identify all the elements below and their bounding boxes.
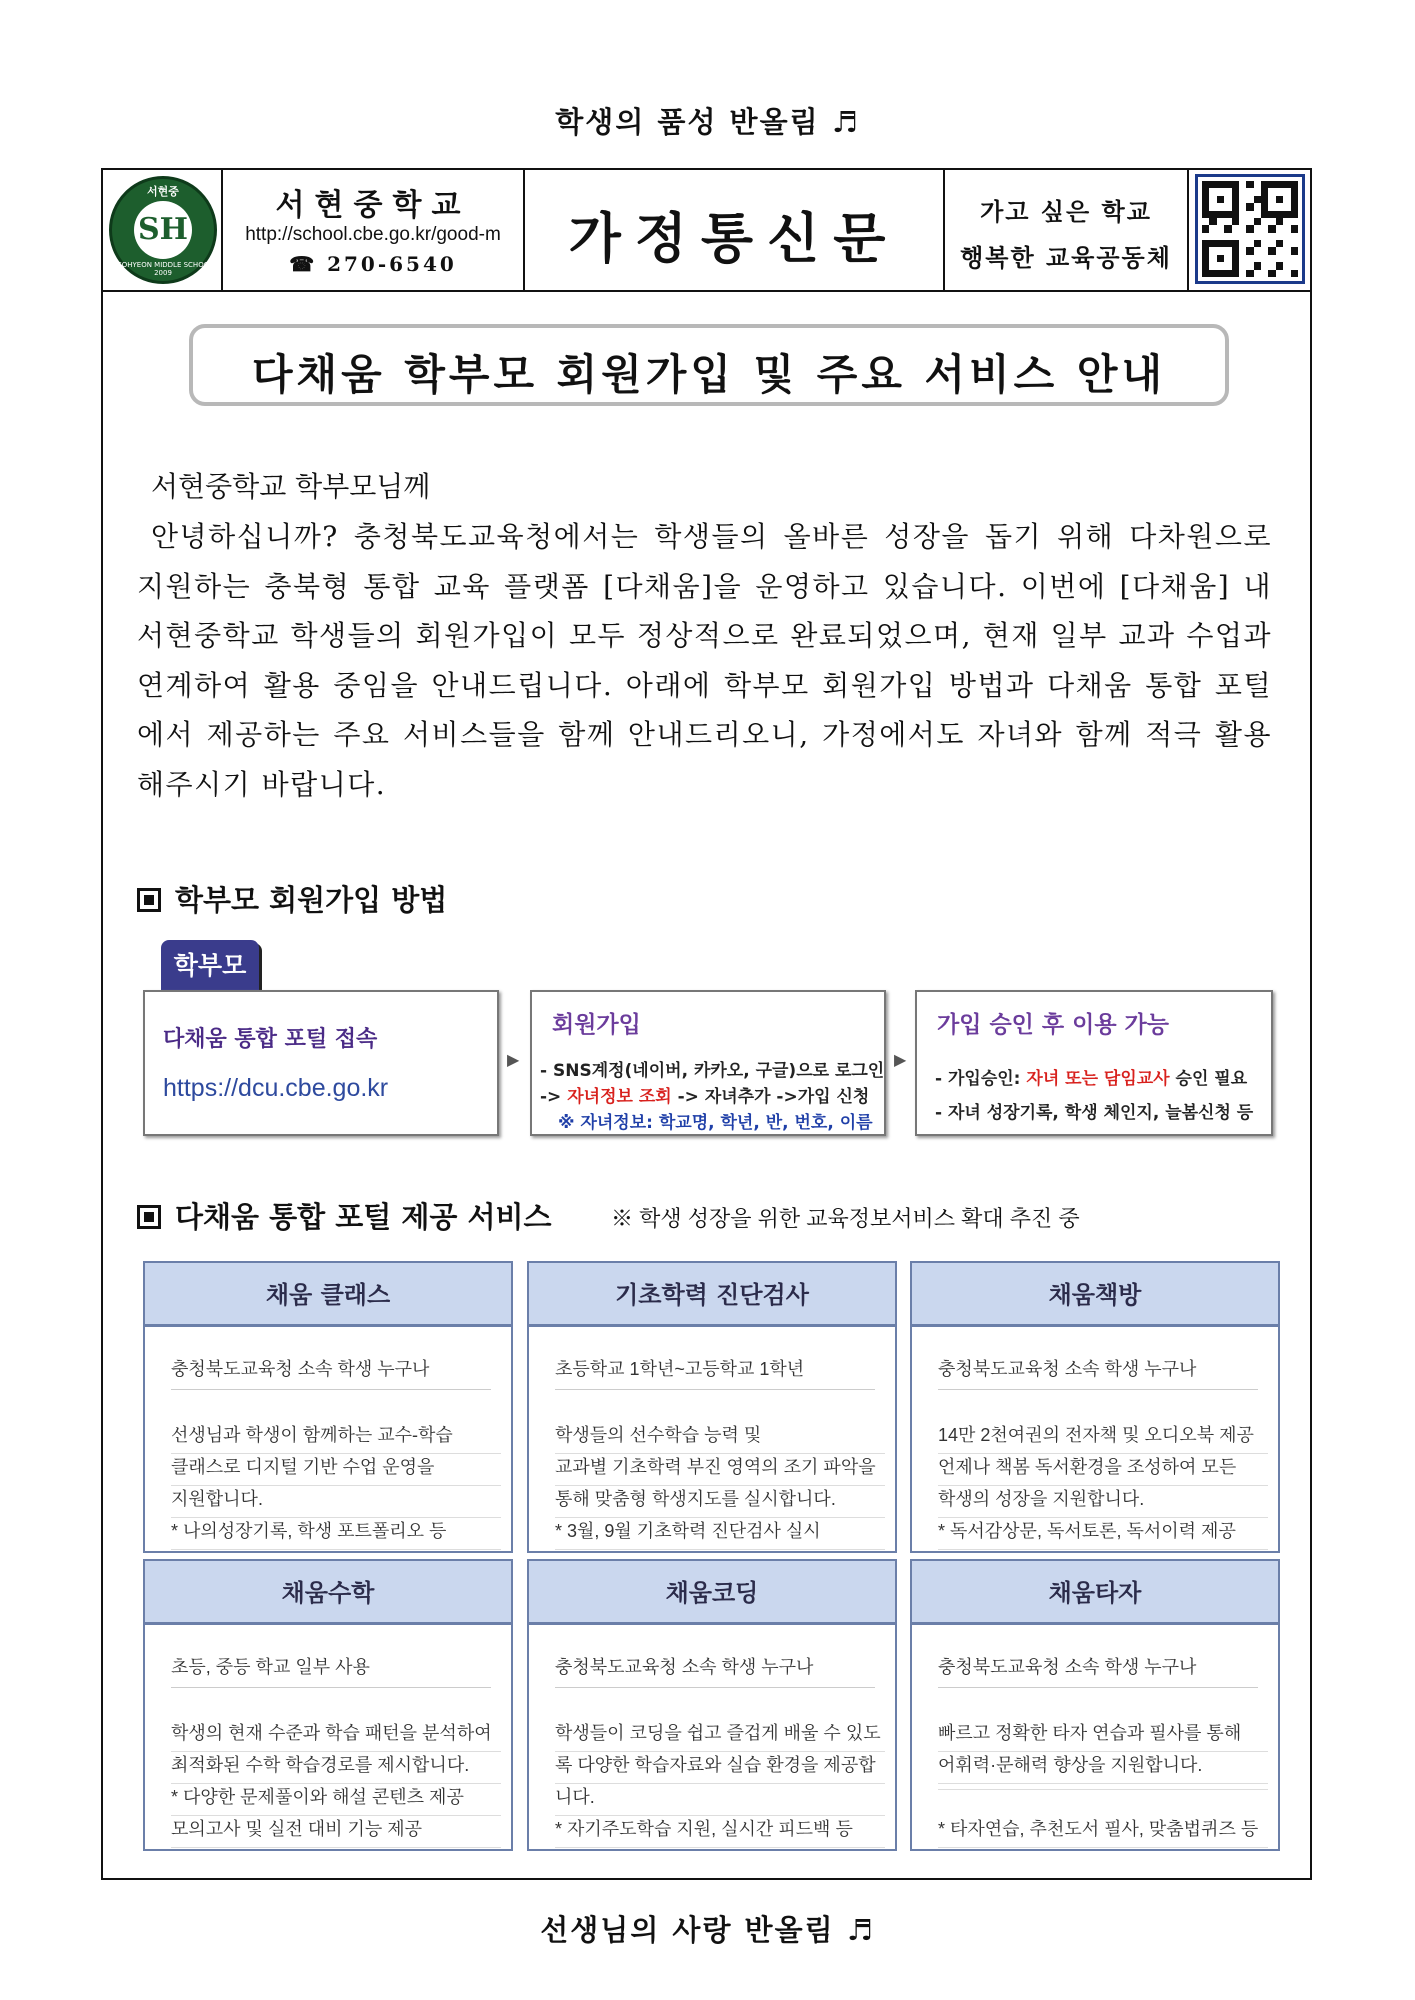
service-card-line: * 3월, 9월 기초학력 진단검사 실시 [555,1517,885,1550]
qr-module [1268,247,1275,254]
step2-line2-prefix: -> [540,1087,562,1107]
top-motto: 학생의 품성 반올림 ♬ [555,105,860,139]
services-section-heading [137,1195,552,1236]
qr-module [1217,233,1224,240]
service-card-line: * 독서감상문, 독서토론, 독서이력 제공 [938,1517,1268,1550]
qr-module [1202,240,1209,247]
step3-line1-suffix: 승인 필요 [1175,1069,1248,1089]
qr-module [1276,181,1283,188]
qr-module [1283,181,1290,188]
service-card-title: 채움책방 [912,1263,1278,1327]
qr-module [1261,247,1268,254]
qr-module [1291,181,1298,188]
qr-module [1291,196,1298,203]
logo-mark: SH [134,201,192,259]
service-card-line: 교과별 기초학력 부진 영역의 조기 파악을 [555,1453,885,1486]
qr-module [1291,240,1298,247]
qr-module [1224,262,1231,269]
qr-module [1232,181,1239,188]
service-card [143,1261,513,1553]
service-card-target: 충청북도교육청 소속 학생 누구나 [555,1653,875,1688]
letterhead [103,170,1310,292]
service-card [143,1559,513,1851]
qr-module [1224,255,1231,262]
step3-line-1 [935,1064,1247,1089]
qr-module [1232,247,1239,254]
service-card-line: 최적화된 수학 학습경로를 제시합니다. [171,1751,501,1784]
qr-module [1276,211,1283,218]
qr-module [1217,181,1224,188]
qr-module [1232,225,1239,232]
qr-module [1291,211,1298,218]
services-note: ※ 학생 성장을 위한 교육정보서비스 확대 추진 중 [611,1206,1080,1231]
service-card-target: 초등학교 1학년~고등학교 1학년 [555,1355,875,1390]
qr-module [1209,247,1216,254]
qr-module [1209,188,1216,195]
school-info [223,170,525,290]
qr-module [1291,203,1298,210]
school-name: 서현중학교 [275,188,471,223]
qr-module [1268,255,1275,262]
qr-module [1202,270,1209,277]
qr-pattern [1202,181,1298,277]
qr-module [1239,211,1246,218]
step3-line-2: - 자녀 성장기록, 학생 체인지, 늘봄신청 등 [935,1103,1254,1123]
qr-module [1254,188,1261,195]
service-card-line: 모의고사 및 실전 대비 기능 제공 [171,1815,501,1848]
step-portal-access [143,990,499,1136]
qr-module [1217,203,1224,210]
qr-module [1291,225,1298,232]
portal-url-link[interactable]: https://dcu.cbe.go.kr [163,1074,389,1102]
service-card-line: * 타자연습, 추천도서 필사, 맞춤법퀴즈 등 [938,1815,1268,1848]
qr-module [1254,240,1261,247]
qr-module [1232,211,1239,218]
step2-note: ※ 자녀정보: 학교명, 학년, 반, 번호, 이름 [558,1113,873,1133]
qr-module [1254,270,1261,277]
qr-module [1261,225,1268,232]
signup-section-heading [137,878,447,919]
qr-module [1209,262,1216,269]
qr-module [1283,247,1290,254]
square-bullet-icon [137,888,161,912]
qr-module [1232,270,1239,277]
qr-module [1239,233,1246,240]
qr-module [1202,262,1209,269]
qr-module [1209,196,1216,203]
qr-module [1224,270,1231,277]
qr-module [1239,262,1246,269]
qr-module [1239,181,1246,188]
qr-module [1268,203,1275,210]
service-card-line: 록 다양한 학습자료와 실습 환경을 제공합 [555,1751,885,1784]
service-card [527,1559,897,1851]
square-bullet-icon [137,1205,161,1229]
service-card-title: 채움 클래스 [145,1263,511,1327]
qr-module [1254,196,1261,203]
doc-title-cell [525,170,945,290]
qr-module [1283,218,1290,225]
qr-module [1291,233,1298,240]
qr-module [1268,188,1275,195]
qr-module [1268,211,1275,218]
service-card-line: 어휘력·문해력 향상을 지원합니다. [938,1751,1268,1784]
qr-module [1261,211,1268,218]
qr-module [1246,255,1253,262]
school-url[interactable]: http://school.cbe.go.kr/good-m [245,224,501,245]
qr-module [1202,247,1209,254]
qr-module [1268,196,1275,203]
qr-module [1224,188,1231,195]
signup-heading-text: 학부모 회원가입 방법 [175,883,448,917]
qr-module [1232,218,1239,225]
service-card-line: 니다. [555,1783,885,1816]
qr-module [1224,203,1231,210]
slogan-line-2: 행복한 교육공동체 [960,243,1172,272]
qr-module [1283,196,1290,203]
qr-module [1261,181,1268,188]
qr-module [1254,211,1261,218]
school-logo [109,176,217,284]
service-card [910,1261,1280,1553]
qr-module [1268,233,1275,240]
qr-module [1246,218,1253,225]
qr-module [1283,203,1290,210]
qr-module [1276,255,1283,262]
step-signup [530,990,886,1136]
qr-module [1209,240,1216,247]
qr-module [1232,262,1239,269]
step2-line2-suffix: -> 자녀추가 ->가입 신청 [677,1087,870,1107]
qr-module [1217,218,1224,225]
qr-module [1261,262,1268,269]
services-heading-text: 다채움 통합 포털 제공 서비스 [175,1200,552,1234]
child-info-lookup: 자녀정보 조회 [567,1087,672,1107]
qr-module [1202,181,1209,188]
qr-module [1246,240,1253,247]
qr-module [1232,196,1239,203]
qr-module [1276,247,1283,254]
qr-module [1239,196,1246,203]
qr-module [1217,196,1224,203]
qr-module [1283,262,1290,269]
qr-module [1209,181,1216,188]
qr-code[interactable] [1195,174,1305,284]
service-card-line: 통해 맞춤형 학생지도를 실시합니다. [555,1485,885,1518]
service-card-line: * 다양한 문제풀이와 해설 콘텐츠 제공 [171,1783,501,1816]
service-card-target: 충청북도교육청 소속 학생 누구나 [938,1355,1258,1390]
service-card-line: 선생님과 학생이 함께하는 교수-학습 [171,1421,501,1454]
qr-module [1276,188,1283,195]
service-card-line: 지원합니다. [171,1485,501,1518]
qr-module [1246,211,1253,218]
qr-module [1217,240,1224,247]
service-card-line: * 자기주도학습 지원, 실시간 피드백 등 [555,1815,885,1848]
qr-module [1254,247,1261,254]
qr-module [1268,240,1275,247]
bottom-motto: 선생님의 사랑 반올림 ♬ [540,1913,875,1947]
qr-module [1232,203,1239,210]
main-title-box [189,324,1229,406]
qr-module [1254,255,1261,262]
qr-module [1283,255,1290,262]
qr-module [1283,188,1290,195]
qr-module [1217,255,1224,262]
service-card-line: 클래스로 디지털 기반 수업 운영을 [171,1453,501,1486]
qr-module [1291,188,1298,195]
qr-module [1209,211,1216,218]
qr-module [1246,262,1253,269]
qr-module [1239,218,1246,225]
slogan-line-1: 가고 싶은 학교 [980,197,1152,226]
qr-module [1283,240,1290,247]
logo-ring-text: SEOHYEON MIDDLE SCHOOL 2009 [112,261,214,277]
qr-module [1239,240,1246,247]
qr-module [1202,225,1209,232]
service-card [910,1559,1280,1851]
qr-module [1224,247,1231,254]
qr-module [1239,255,1246,262]
qr-module [1239,203,1246,210]
qr-module [1268,270,1275,277]
service-card-target: 초등, 중등 학교 일부 사용 [171,1653,491,1688]
qr-module [1276,196,1283,203]
qr-module [1246,188,1253,195]
qr-module [1254,225,1261,232]
school-phone: ☎ 270-6540 [289,252,457,276]
qr-module [1217,262,1224,269]
qr-module [1246,203,1253,210]
qr-module [1217,247,1224,254]
service-card-target: 충청북도교육청 소속 학생 누구나 [938,1653,1258,1688]
logo-cell [103,170,223,290]
service-card-line: 14만 2천여권의 전자책 및 오디오북 제공 [938,1421,1268,1454]
qr-module [1276,262,1283,269]
qr-module [1261,255,1268,262]
qr-module [1261,188,1268,195]
step-approval [915,990,1273,1136]
qr-module [1232,233,1239,240]
service-card-line: 학생들의 선수학습 능력 및 [555,1421,885,1454]
doc-title: 가정통신문 [568,207,900,270]
qr-module [1224,240,1231,247]
qr-module [1268,181,1275,188]
qr-module [1209,233,1216,240]
service-card-line: 학생의 성장을 지원합니다. [938,1485,1268,1518]
qr-module [1202,196,1209,203]
qr-module [1261,233,1268,240]
parent-tab: 학부모 [161,940,259,992]
qr-module [1276,225,1283,232]
main-title: 다채움 학부모 회원가입 및 주요 서비스 안내 [251,350,1167,399]
qr-module [1283,211,1290,218]
qr-module [1224,211,1231,218]
qr-module [1209,203,1216,210]
service-card-line: 학생들이 코딩을 쉽고 즐겁게 배울 수 있도 [555,1719,885,1752]
qr-module [1202,203,1209,210]
qr-module [1224,181,1231,188]
qr-module [1246,225,1253,232]
qr-module [1276,218,1283,225]
qr-module [1261,196,1268,203]
qr-module [1261,240,1268,247]
service-card-title: 채움코딩 [529,1561,895,1625]
qr-module [1239,225,1246,232]
qr-module [1224,218,1231,225]
qr-module [1217,270,1224,277]
approver-highlight: 자녀 또는 담임교사 [1026,1069,1170,1089]
qr-module [1232,255,1239,262]
step3-line1-prefix: - 가입승인: [935,1069,1021,1089]
qr-module [1268,218,1275,225]
logo-text: 서현중 [147,185,179,198]
newsletter-frame [101,168,1312,1880]
qr-module [1291,262,1298,269]
qr-module [1246,233,1253,240]
qr-module [1254,233,1261,240]
step2-line-2 [540,1082,869,1107]
qr-module [1239,270,1246,277]
qr-module [1254,262,1261,269]
qr-module [1246,181,1253,188]
service-card-target: 충청북도교육청 소속 학생 누구나 [171,1355,491,1390]
qr-module [1209,218,1216,225]
qr-module [1246,270,1253,277]
qr-module [1261,203,1268,210]
service-card-title: 기초학력 진단검사 [529,1263,895,1327]
body-paragraph: 안녕하십니까? 충청북도교육청에서는 학생들의 올바른 성장을 돕기 위해 다차원으로 지원하는 충북형 통합 교육 플랫폼 [다채움]을 운영하고 있습니다. 이번에 [다채움] 내 서현중학교 학생들의 회원가입이 모두 정상적으로 완료되었으며, 현재 일부 교과 수업과 연계하여 활용 중임을 안내드립니다. 아래에 학부모 회원가입 방법과 다채움 통합 포털에서 제공하는 주요 서비스들을 함께 안내드리오니, 가정에서도 자녀와 함께 적극 활용해주시기 바랍니다. [137,520,1272,801]
qr-module [1291,255,1298,262]
qr-module [1246,247,1253,254]
qr-module [1209,225,1216,232]
qr-module [1209,270,1216,277]
qr-module [1202,255,1209,262]
qr-module [1291,270,1298,277]
step1-title: 다채움 통합 포털 접속 [163,1027,378,1052]
qr-module [1283,270,1290,277]
slogan-cell [945,170,1189,290]
qr-module [1261,270,1268,277]
qr-module [1202,218,1209,225]
qr-module [1268,262,1275,269]
service-card-line: * 나의성장기록, 학생 포트폴리오 등 [171,1517,501,1550]
qr-module [1283,233,1290,240]
qr-module [1217,211,1224,218]
qr-module [1224,196,1231,203]
qr-module [1291,247,1298,254]
arrow-right-icon: ▶ [894,1050,907,1069]
qr-module [1217,225,1224,232]
qr-module [1261,218,1268,225]
qr-module [1224,225,1231,232]
service-card-title: 채움수학 [145,1561,511,1625]
qr-module [1232,240,1239,247]
qr-module [1209,255,1216,262]
service-card-line: 학생의 현재 수준과 학습 패턴을 분석하여 [171,1719,501,1752]
greeting: 서현중학교 학부모님께 [151,470,431,503]
qr-module [1239,188,1246,195]
qr-module [1291,218,1298,225]
qr-module [1276,270,1283,277]
qr-module [1283,225,1290,232]
qr-module [1232,188,1239,195]
qr-cell [1189,170,1310,290]
service-card-line: 언제나 책봄 독서환경을 조성하여 모든 [938,1453,1268,1486]
qr-module [1224,233,1231,240]
step3-title: 가입 승인 후 이용 가능 [937,1012,1169,1038]
qr-module [1202,233,1209,240]
qr-module [1217,188,1224,195]
qr-module [1202,211,1209,218]
arrow-right-icon: ▶ [507,1050,520,1069]
qr-module [1239,247,1246,254]
service-card-line [938,1783,1268,1790]
qr-module [1246,196,1253,203]
qr-module [1268,225,1275,232]
qr-module [1276,203,1283,210]
qr-module [1254,218,1261,225]
qr-module [1202,188,1209,195]
service-card-title: 채움타자 [912,1561,1278,1625]
qr-module [1254,181,1261,188]
step2-line-1: - SNS계정(네이버, 카카오, 구글)으로 로그인 [540,1061,885,1081]
qr-module [1254,203,1261,210]
qr-module [1276,233,1283,240]
qr-module [1276,240,1283,247]
step2-title: 회원가입 [552,1012,641,1038]
service-card [527,1261,897,1553]
service-card-line: 빠르고 정확한 타자 연습과 필사를 통해 [938,1719,1268,1752]
